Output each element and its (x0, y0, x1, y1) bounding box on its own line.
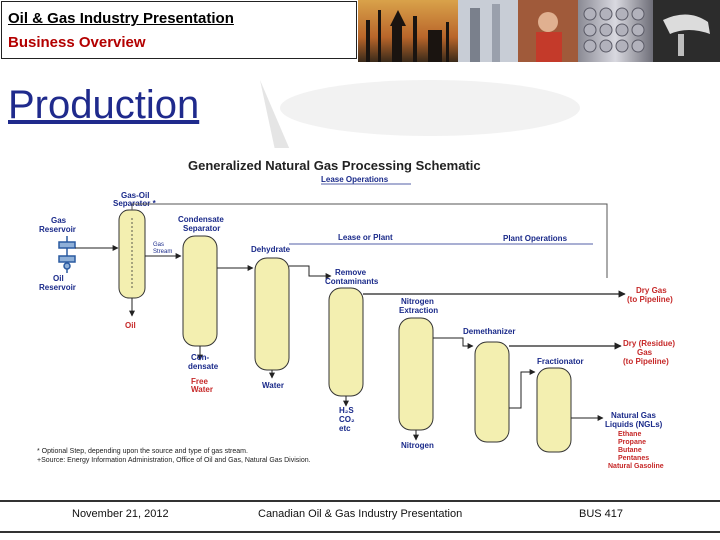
oil-reservoir-label-1: Oil (53, 274, 64, 283)
contaminants-out-2: CO₂ (339, 415, 355, 424)
condensate-label-2: densate (188, 362, 219, 371)
free-water-label-2: Water (191, 385, 213, 394)
contaminant-removal-vessel (329, 288, 363, 396)
plant-operations-label: Plant Operations (503, 234, 568, 243)
slide-header (0, 0, 720, 62)
water-label: Water (262, 381, 284, 390)
industrial-photo (458, 0, 518, 62)
footer-course-code: BUS 417 (579, 508, 624, 520)
ngl-butane: Butane (618, 447, 642, 454)
nitrogen-extraction-label-1: Nitrogen (401, 297, 434, 306)
lease-or-plant-label: Lease or Plant (338, 233, 393, 242)
nitrogen-extraction-label-2: Extraction (399, 306, 439, 315)
gas-stream-label-1: Gas (153, 242, 165, 248)
demethanizer-vessel (475, 342, 509, 442)
dry-residue-gas-label-1: Dry (Residue) (623, 339, 676, 348)
footnote-source: +Source: Energy Information Administration, Office of Oil and Gas, Natural Gas Division. (37, 457, 311, 464)
condensate-separator-label-1: Condensate (178, 215, 224, 224)
background-shading (230, 70, 590, 155)
gas-reservoir-label-1: Gas (51, 216, 67, 225)
ngl-ethane: Ethane (618, 431, 642, 438)
demethanizer-label: Demethanizer (463, 327, 516, 336)
gas-processing-schematic (33, 148, 693, 488)
contaminants-out-1: H₂S (339, 406, 354, 415)
nitrogen-label: Nitrogen (401, 441, 434, 450)
dry-residue-gas-label-2: Gas (637, 348, 653, 357)
dehydrate-label: Dehydrate (251, 245, 291, 254)
presentation-title: Oil & Gas Industry Presentation (8, 10, 234, 27)
fractionator-vessel (537, 368, 571, 452)
condensate-label-1: Con- (191, 353, 210, 362)
slide-heading: Production (8, 83, 200, 127)
dry-gas-label-2: (to Pipeline) (627, 295, 673, 304)
footer-rule-bottom (0, 531, 720, 533)
oil-output-label: Oil (125, 321, 136, 330)
gas-oil-separator-label-1: Gas-Oil (121, 191, 150, 200)
condensate-separator-label-2: Separator (183, 224, 221, 233)
footer-date: November 21, 2012 (72, 508, 169, 520)
nitrogen-extraction-vessel (399, 318, 433, 430)
free-water-label-1: Free (191, 377, 208, 386)
title-box (1, 1, 357, 59)
fuel-nozzle-photo (653, 0, 720, 62)
footnote-optional-step: * Optional Step, depending upon the source and type of gas stream. (37, 448, 248, 455)
ngl-pentanes: Pentanes (618, 455, 650, 462)
diagram-title: Generalized Natural Gas Processing Schematic (188, 158, 481, 173)
gas-oil-separator-label-2: Separator * (113, 199, 156, 208)
remove-contaminants-label-2: Contaminants (325, 277, 379, 286)
footer-rule-top (0, 500, 720, 502)
remove-contaminants-label-1: Remove (335, 268, 367, 277)
dry-residue-gas-label-3: (to Pipeline) (623, 357, 669, 366)
ngl-propane: Propane (618, 439, 647, 446)
ngl-label-1: Natural Gas (611, 411, 656, 420)
ngl-natural-gasoline: Natural Gasoline (608, 463, 664, 470)
dehydrator-vessel (255, 258, 289, 370)
gas-stream-label-2: Stream (153, 249, 173, 255)
lease-operations-label: Lease Operations (321, 175, 389, 184)
refinery-photo (358, 0, 458, 62)
dry-gas-label-1: Dry Gas (636, 286, 667, 295)
oil-reservoir-label-2: Reservoir (39, 283, 76, 292)
ngl-label-2: Liquids (NGLs) (605, 420, 663, 429)
gas-reservoir-label-2: Reservoir (39, 225, 76, 234)
contaminants-out-3: etc (339, 424, 351, 433)
footer-presentation-name: Canadian Oil & Gas Industry Presentation (258, 508, 463, 520)
header-photo-banner (358, 0, 720, 62)
presentation-subtitle: Business Overview (8, 34, 146, 51)
fractionator-label: Fractionator (537, 357, 584, 366)
condensate-separator-vessel (183, 236, 217, 346)
